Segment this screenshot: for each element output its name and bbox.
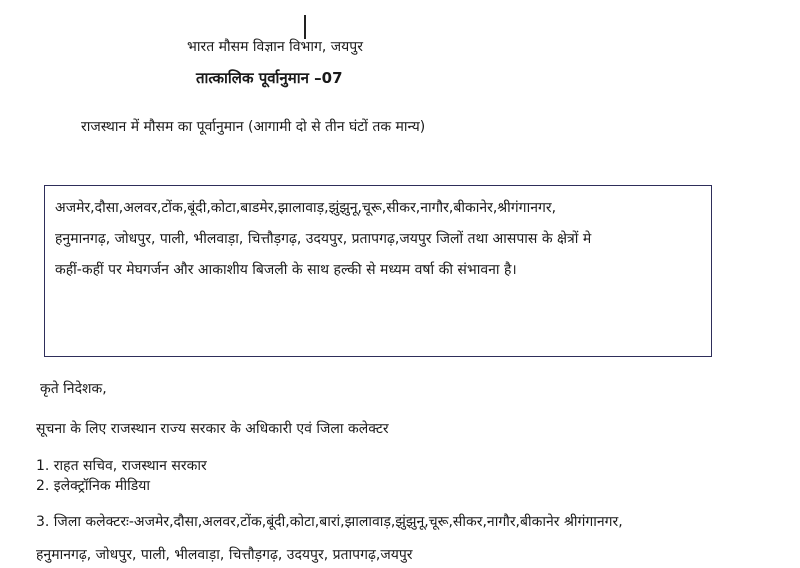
district-collectors-line-2: हनुमानगढ़, जोधपुर, पाली, भीलवाड़ा, चित्तौड़गढ़, उदयपुर, प्रतापगढ़,जयपुर [36, 547, 413, 563]
page-subtitle: राजस्थान में मौसम का पूर्वानुमान (आगामी दो से तीन घंटों तक मान्य) [81, 119, 426, 135]
district-collectors-line-1: 3. जिला कलेक्टरः-अजमेर,दौसा,अलवर,टोंक,बूंदी,कोटा,बारां,झालावाड़,झुंझुनू,चूरू,सीकर,नागौर,बीकानेर श्रीगंगानगर, [36, 514, 623, 530]
forecast-line-1: अजमेर,दौसा,अलवर,टोंक,बूंदी,कोटा,बाडमेर,झालावाड़,झुंझुनू,चूरू,सीकर,नागौर,बीकानेर,श्रीगंगानगर, [55, 200, 557, 216]
recipient-item: 1. राहत सचिव, राजस्थान सरकार [36, 458, 207, 474]
recipient-item: 2. इलेक्ट्रॉनिक मीडिया [36, 478, 150, 494]
forecast-line-3: कहीं-कहीं पर मेघगर्जन और आकाशीय बिजली के साथ हल्की से मध्यम वर्षा की संभावना है। [55, 262, 517, 278]
header-divider-mark [304, 15, 306, 39]
recipient-list [36, 456, 207, 496]
info-recipients-heading: सूचना के लिए राजस्थान राज्य सरकार के अधिकारी एवं जिला कलेक्टर [36, 421, 389, 437]
forecast-line-2: हनुमानगढ़, जोधपुर, पाली, भीलवाड़ा, चित्तौड़गढ़, उदयपुर, प्रतापगढ़,जयपुर जिलों तथा आसपास के क्षेत्रों मे [55, 231, 592, 247]
signature-line: कृते निदेशक, [40, 381, 107, 397]
page-title: तात्कालिक पूर्वानुमान –07 [196, 69, 343, 87]
forecast-box [44, 185, 712, 357]
department-name: भारत मौसम विज्ञान विभाग, जयपुर [187, 39, 363, 55]
